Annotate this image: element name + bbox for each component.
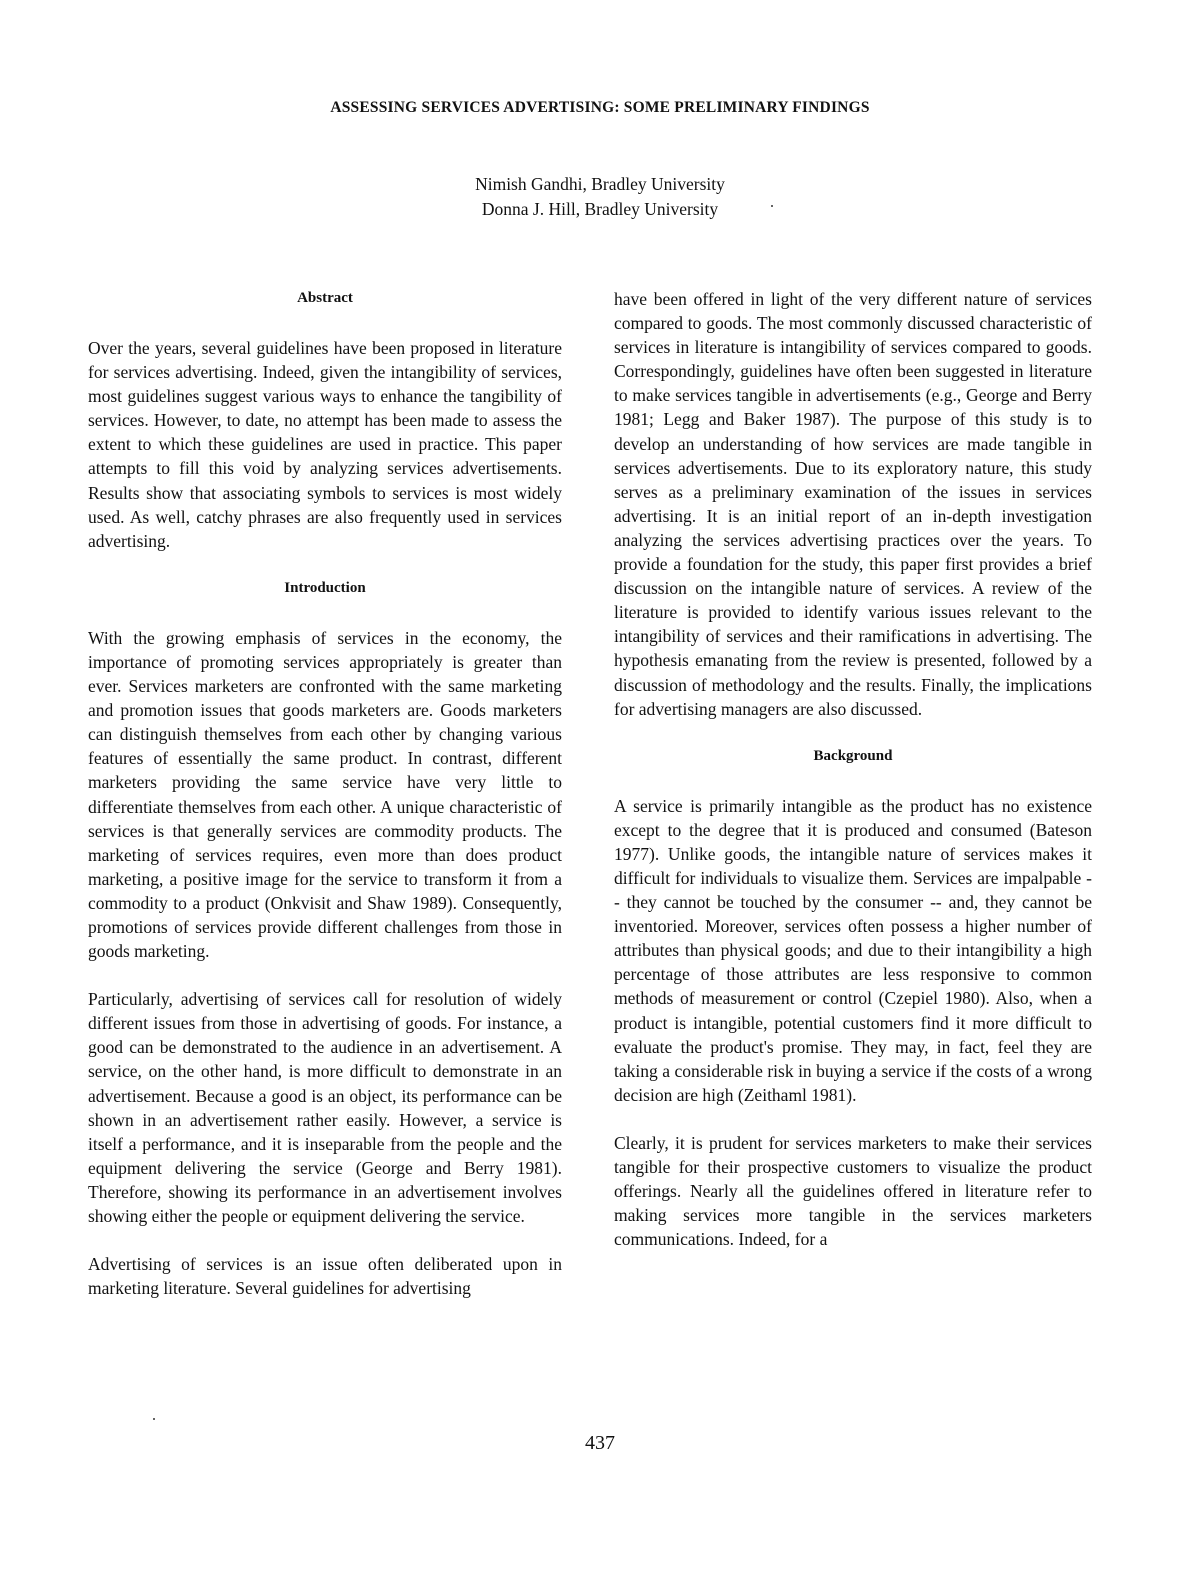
author-line-2: Donna J. Hill, Bradley University <box>481 199 719 219</box>
left-column <box>88 287 562 1324</box>
abstract-text: Over the years, several guidelines have been proposed in literature for services advertising. Indeed, given the intangibility of services, most guidelines suggest various ways to enhance the tangibility of services. However, to date, no attempt has been made to assess the extent to which these guidelines are used in practice. This paper attempts to fill this void by analyzing services advertisements. Results show that associating symbols to services is most widely used. As well, catchy phrases are also frequently used in services advertising. <box>88 338 562 551</box>
introduction-heading: Introduction <box>284 579 366 596</box>
paper-title: ASSESSING SERVICES ADVERTISING: SOME PRELIMINARY FINDINGS <box>330 99 870 116</box>
scan-speck <box>153 1418 155 1420</box>
background-paragraph-1: A service is primarily intangible as the product has no existence except to the degree that it is produced and consumed (Bateson 1977). Unlike goods, the intangible nature of services makes it difficult for individuals to visualize them. Services are impalpable -- they cannot be touched by the consumer -- and, they cannot be inventoried. Moreover, services often possess a higher number of attributes than physical goods; and due to their intangibility a high percentage of those attributes are less responsive to common methods of measurement or control (Czepiel 1980). Also, when a product is intangible, potential customers find it more difficult to evaluate the product's promise. They may, in fact, feel they are taking a considerable risk in buying a service if the costs of a wrong decision are high (Zeithaml 1981). <box>614 795 1092 1105</box>
intro-paragraph-3: Advertising of services is an issue often deliberated upon in marketing literature. Several guidelines for advertising <box>88 1254 562 1299</box>
right-column <box>614 287 1092 1275</box>
abstract-heading: Abstract <box>297 290 353 306</box>
author-line-1: Nimish Gandhi, Bradley University <box>475 174 725 194</box>
background-paragraph-2: Clearly, it is prudent for services marketers to make their services tangible for their prospective customers to visualize the product offerings. Nearly all the guidelines offered in literature refer to making services more tangible in the services marketers communications. Indeed, for a <box>614 1132 1092 1250</box>
page-number: 437 <box>585 1432 615 1454</box>
author-block <box>0 172 1200 222</box>
intro-paragraph-2: Particularly, advertising of services call for resolution of widely different issues from those in advertising of goods. For instance, a good can be demonstrated to the audience in an advertisement. A service, on the other hand, is more difficult to demonstrate in an advertisement. Because a good is an object, its performance can be shown in an advertisement rather easily. However, a service is itself a performance, and it is inseparable from the people and the equipment delivering the service (George and Berry 1981). Therefore, showing its performance in an advertisement involves showing either the people or equipment delivering the service. <box>88 989 562 1226</box>
intro-paragraph-1: With the growing emphasis of services in the economy, the importance of promoting services appropriately is greater than ever. Services marketers are confronted with the same marketing and promotion issues that goods marketers are. Goods marketers can distinguish themselves from each other by changing various features of essentially the same product. In contrast, different marketers providing the same service have very little to differentiate themselves from each other. A unique characteristic of services is that generally services are commodity products. The marketing of services requires, even more than does product marketing, a positive image for the service to transform it from a commodity to a product (Onkvisit and Shaw 1989). Consequently, promotions of services provide different challenges from those in goods marketing. <box>88 627 562 962</box>
scan-speck <box>771 205 773 207</box>
background-heading: Background <box>813 747 893 764</box>
continued-paragraph: have been offered in light of the very different nature of services compared to goods. The most commonly discussed characteristic of services in literature is intangibility of services compared to goods. Correspondingly, guidelines have often been suggested in literature to make services tangible in advertisements (e.g., George and Berry 1981; Legg and Baker 1987). The purpose of this study is to develop an understanding of how services are made tangible in services advertisements. Due to its exploratory nature, this study serves as a preliminary examination of the issues in services advertising. It is an initial report of an in-depth investigation analyzing the services advertising practices over the years. To provide a foundation for the study, this paper first provides a brief discussion on the intangible nature of services. A review of the literature is provided to identify various issues relevant to the intangibility of services and their ramifications in advertising. The hypothesis emanating from the review is presented, followed by a discussion of methodology and the results. Finally, the implications for advertising managers are also discussed. <box>614 289 1092 719</box>
